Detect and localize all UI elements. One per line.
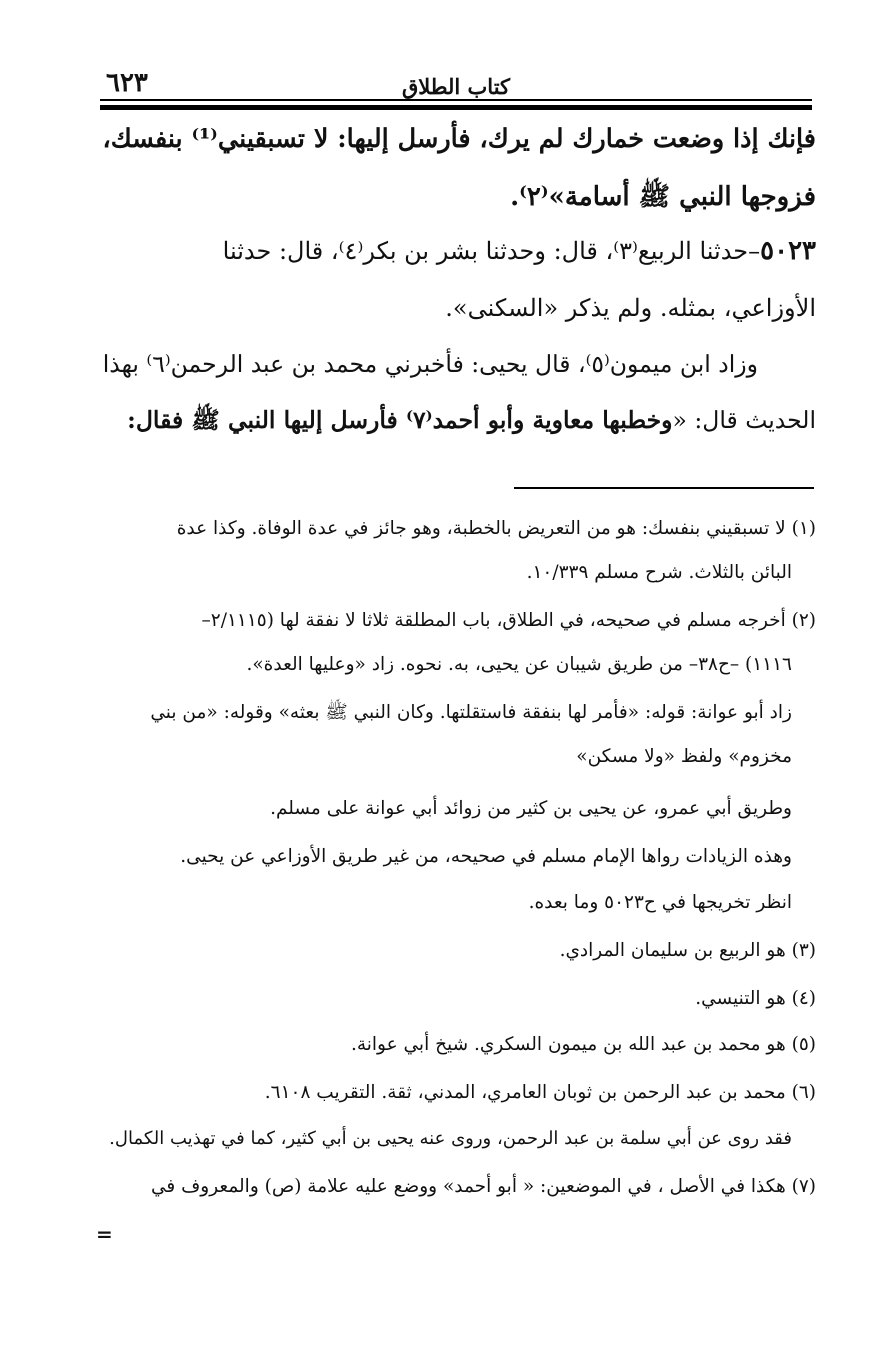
main-line-5: وزاد ابن ميمون⁽٥⁾، قال يحيى: فأخبرني محمد بن عبد الرحمن⁽٦⁾ بهذا — [102, 350, 758, 378]
hadith-line-3-text: –حدثنا الربيع⁽٣⁾، قال: وحدثنا بشر بن بكر⁽٤⁾، قال: حدثنا — [222, 237, 761, 265]
book-title: كتاب الطلاق — [401, 74, 511, 99]
footnote-1-line-2: البائن بالثلاث. شرح مسلم ١٠/٣٣٩. — [526, 562, 792, 583]
footnote-6-line-2: فقد روى عن أبي سلمة بن عبد الرحمن، وروى عنه يحيى بن أبي كثير، كما في تهذيب الكمال. — [109, 1128, 792, 1149]
footnote-4: (٤) هو التنيسي. — [695, 988, 816, 1009]
hadith-number: ٥٠٢٣ — [760, 236, 816, 266]
footnote-separator — [514, 487, 814, 489]
footnote-2-line-7: انظر تخريجها في ح٥٠٢٣ وما بعده. — [528, 892, 792, 913]
main-line-4: الأوزاعي، بمثله. ولم يذكر «السكنى». — [445, 294, 816, 322]
page-header — [100, 62, 812, 108]
header-rule-thick — [100, 105, 812, 110]
main-line-6-plain: الحديث قال: « — [672, 406, 816, 434]
main-line-6 — [98, 406, 816, 440]
footnote-2-line-4: مخزوم» ولفظ «ولا مسكن» — [576, 746, 792, 767]
footnote-1-line-1: (١) لا تسبقيني بنفسك: هو من التعريض بالخطبة، وهو جائز في عدة الوفاة. وكذا عدة — [176, 518, 816, 539]
footnote-2-line-2: ١١١٦) –ح٣٨– من طريق شيبان عن يحيى، به. نحوه. زاد «وعليها العدة». — [246, 654, 792, 675]
page-number: ٦٢٣ — [106, 68, 148, 98]
footnote-3: (٣) هو الربيع بن سليمان المرادي. — [559, 940, 816, 961]
main-line-6-bold: وخطبها معاوية وأبو أحمد⁽٧⁾ فأرسل إليها النبي ﷺ فقال: — [127, 406, 673, 434]
footnotes — [96, 512, 816, 1232]
hadith-line-3 — [98, 236, 816, 266]
footnote-6-line-1: (٦) محمد بن عبد الرحمن بن ثوبان العامري، المدني، ثقة. التقريب ٦١٠٨. — [264, 1082, 816, 1103]
continuation-mark: = — [96, 1222, 113, 1246]
footnote-5: (٥) هو محمد بن عبد الله بن ميمون السكري. شيخ أبي عوانة. — [350, 1034, 816, 1055]
footnote-2-line-5: وطريق أبي عمرو، عن يحيى بن كثير من زوائد أبي عوانة على مسلم. — [270, 798, 792, 819]
main-line-1: فإنك إذا وضعت خمارك لم يرك، فأرسل إليها: لا تسبقيني⁽¹⁾ بنفسك، — [102, 124, 816, 154]
footnote-2-line-3: زاد أبو عوانة: قوله: «فأمر لها بنفقة فاستقلتها. وكان النبي ﷺ بعثه» وقوله: «من بني — [150, 702, 792, 723]
footnote-2-line-6: وهذه الزيادات رواها الإمام مسلم في صحيحه، من غير طريق الأوزاعي عن يحيى. — [180, 846, 792, 867]
main-text — [98, 120, 816, 460]
header-rule-thin — [100, 99, 812, 101]
footnote-2-line-1: (٢) أخرجه مسلم في صحيحه، في الطلاق، باب المطلقة ثلاثا لا نفقة لها (٢/١١١٥– — [201, 610, 816, 631]
main-line-2: فزوجها النبي ﷺ أسامة»⁽٢⁾. — [510, 182, 816, 212]
footnote-7: (٧) هكذا في الأصل ، في الموضعين: « أبو أحمد» ووضع عليه علامة (ص) والمعروف في — [150, 1176, 816, 1197]
